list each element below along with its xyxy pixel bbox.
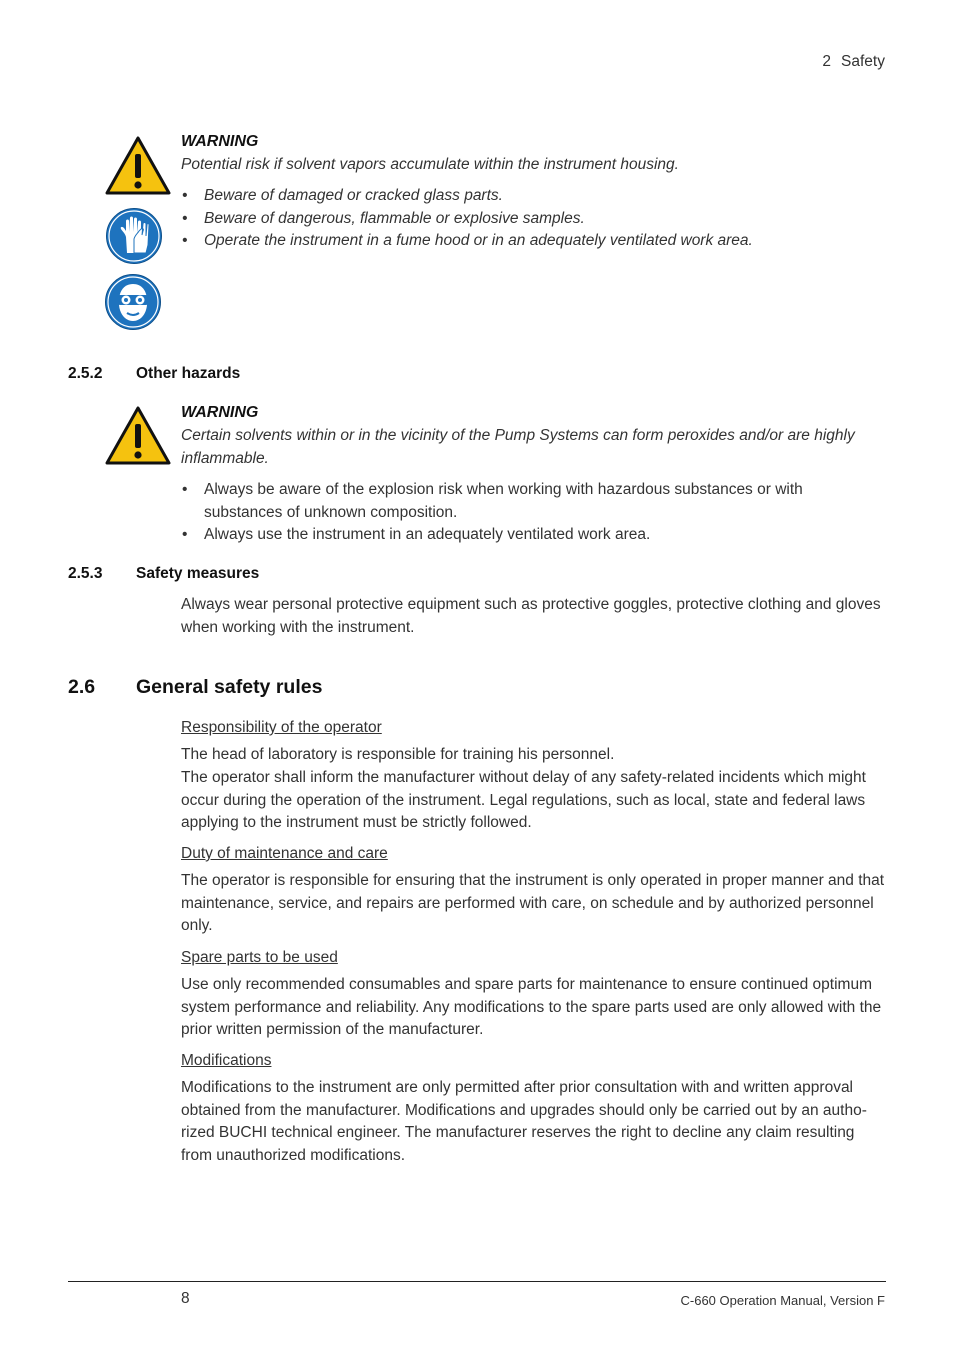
section-number: 2.5.2: [68, 365, 103, 382]
warning-triangle-icon: [105, 136, 171, 196]
warning-title: WARNING: [181, 133, 259, 150]
warning-triangle-icon: [105, 406, 171, 466]
paragraph: Use only recommended consumables and spare parts for maintenance to ensure continued optimum system performance and reliability. Any modifications to the spare parts used are only allowed with the prior written permission of the manufacturer.: [181, 976, 882, 1038]
section-title: General safety rules: [136, 676, 323, 698]
page-number: 8: [181, 1290, 190, 1307]
section-title: Safety measures: [136, 565, 260, 582]
section-number: 2.5.3: [68, 565, 103, 582]
section-number: 2.6: [68, 676, 96, 698]
list-item: • Operate the instrument in a fume hood or in an adequately ventilated work area.: [181, 230, 886, 253]
subheading: Spare parts to be used: [181, 949, 338, 966]
footer-rule: [68, 1281, 886, 1282]
list-item: • Beware of dangerous, flammable or explosive samples.: [181, 208, 886, 231]
warning-title: WARNING: [181, 404, 259, 421]
list-item: • Beware of damaged or cracked glass parts.: [181, 185, 886, 208]
section-title: Other hazards: [136, 365, 241, 382]
paragraph: The operator shall inform the manufacturer without delay of any safety-related incidents which might occur during the operation of the instrument. Legal regulations, such as local, state and federal laws applying to the instrument must be strictly followed.: [181, 769, 866, 831]
paragraph: Always wear personal protective equipment such as protective goggles, protective clothing and gloves when working with the instrument.: [181, 596, 881, 636]
running-header: [822, 53, 885, 71]
list-item: • Always be aware of the explosion risk when working with hazardous substances or with substances of unknown composition.: [181, 479, 831, 524]
subheading: Responsibility of the operator: [181, 719, 382, 736]
paragraph: Modifications to the instrument are only permitted after prior consultation with and written approval obtained from the manufacturer. Modifications and upgrades should only be carried out by an autho-rized BUCHI technical engineer. The manufacturer reserves the right to decline any claim resulting from unauthorized modifications.: [181, 1079, 867, 1164]
chapter-number: 2: [822, 53, 832, 70]
safety-goggles-icon: [104, 273, 162, 331]
hazard-bullet-list: [181, 479, 831, 547]
protective-gloves-icon: [105, 207, 163, 265]
subheading: Modifications: [181, 1052, 272, 1069]
warning-text: Certain solvents within or in the vicinity of the Pump Systems can form peroxides and/or are highly inflammable.: [181, 427, 855, 467]
paragraph: The head of laboratory is responsible for training his personnel.: [181, 746, 615, 763]
subheading: Duty of maintenance and care: [181, 845, 388, 862]
warning-bullet-list: [181, 185, 886, 253]
list-item: • Always use the instrument in an adequately ventilated work area.: [181, 524, 831, 547]
chapter-title: Safety: [841, 53, 885, 70]
paragraph: The operator is responsible for ensuring that the instrument is only operated in proper manner and that maintenance, service, and repairs are performed with care, on schedule and by authorized personnel only.: [181, 872, 885, 934]
document-title: C-660 Operation Manual, Version F: [680, 1293, 885, 1308]
warning-text: Potential risk if solvent vapors accumulate within the instrument housing.: [181, 156, 679, 173]
